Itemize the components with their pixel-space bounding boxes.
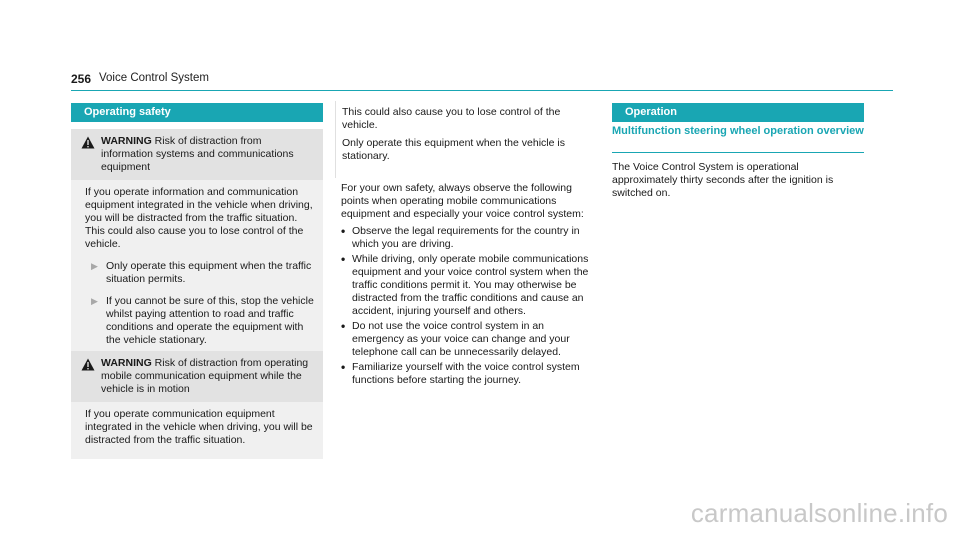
warning-header — [71, 351, 323, 402]
section-bar-operating-safety — [71, 103, 323, 122]
warning-triangle-icon — [81, 358, 96, 396]
warning-heading-text: Risk of distraction from information systems and communications equipment — [101, 135, 294, 173]
list-item-text: Observe the legal requirements for the country in which you are driving. — [352, 225, 580, 250]
instruction-item — [85, 260, 315, 286]
subheading-underline — [612, 152, 864, 153]
page-number: 256 — [71, 72, 92, 86]
list-item: • While driving, only operate mobile communications equipment and your voice control system when the traffic conditions permit it. You may otherwise be distracted from the traffic conditions and cause an accident, injuring yourself and others. — [341, 253, 593, 318]
warning-body — [71, 180, 323, 353]
warning-heading — [96, 135, 315, 174]
chapter-title: Voice Control System — [99, 72, 209, 84]
continuation-paragraph: This could also cause you to lose control of the vehicle. — [342, 106, 561, 131]
warning-continuation — [342, 106, 587, 163]
warning-word: WARNING — [101, 357, 152, 369]
section-title: Operating safety — [84, 106, 171, 118]
section-title: Operation — [625, 106, 677, 118]
subheading: Multifunction steering wheel operation overview — [612, 125, 864, 137]
list-item-text: Familiarize yourself with the voice control system functions before starting the journey. — [352, 361, 580, 386]
warning-paragraph: If you operate information and communication equipment integrated in the vehicle when driving, you will be distracted from the traffic situation. This could also cause you to lose control of the vehicle. — [85, 186, 313, 250]
list-item: • Familiarize yourself with the voice control system functions before starting the journey. — [341, 361, 593, 387]
section-bar-operation — [612, 103, 864, 122]
list-item: • Do not use the voice control system in an emergency as your voice can change and your telephone call can be unnecessarily delayed. — [341, 320, 593, 359]
warning-word: WARNING — [101, 135, 152, 147]
list-item: • Observe the legal requirements for the country in which you are driving. — [341, 225, 593, 251]
warning-heading — [96, 357, 315, 396]
bullet-list — [341, 225, 593, 387]
continuation-rule — [335, 101, 336, 178]
warning-heading-text: Risk of distraction from operating mobile communication equipment while the vehicle is in motion — [101, 357, 309, 395]
list-item-text: Do not use the voice control system in an emergency as your voice can change and your telephone call can be unnecessarily delayed. — [352, 320, 570, 358]
warning-box-2 — [71, 351, 323, 459]
instruction-item — [85, 295, 315, 347]
page-header — [71, 72, 893, 91]
arrow-right-icon: ▶ — [91, 261, 98, 271]
instruction-text: If you cannot be sure of this, stop the vehicle whilst paying attention to road and traffic conditions and operate the equipment with the vehicle stationary. — [106, 295, 314, 346]
safety-guidelines — [341, 182, 593, 389]
intro-paragraph: For your own safety, always observe the following points when operating mobile communications equipment and especially your voice control system: — [341, 182, 584, 220]
warning-paragraph: If you operate communication equipment integrated in the vehicle when driving, you will be distracted from the traffic situation. — [85, 408, 313, 446]
arrow-right-icon: ▶ — [91, 296, 98, 306]
watermark: carmanualsonline.info — [690, 498, 948, 528]
warning-box-1 — [71, 129, 323, 353]
continuation-paragraph: Only operate this equipment when the vehicle is stationary. — [342, 137, 565, 162]
instruction-text: Only operate this equipment when the traffic situation permits. — [106, 260, 312, 285]
list-item-text: While driving, only operate mobile communications equipment and your voice control system when the traffic conditions permit it. You may otherwise be distracted from the traffic conditions and cause an accident, injuring yourself and others. — [352, 253, 589, 317]
warning-body — [71, 402, 323, 459]
warning-triangle-icon — [81, 136, 96, 174]
warning-header — [71, 129, 323, 180]
operation-paragraph: The Voice Control System is operational approximately thirty seconds after the ignition is switched on. — [612, 161, 834, 199]
